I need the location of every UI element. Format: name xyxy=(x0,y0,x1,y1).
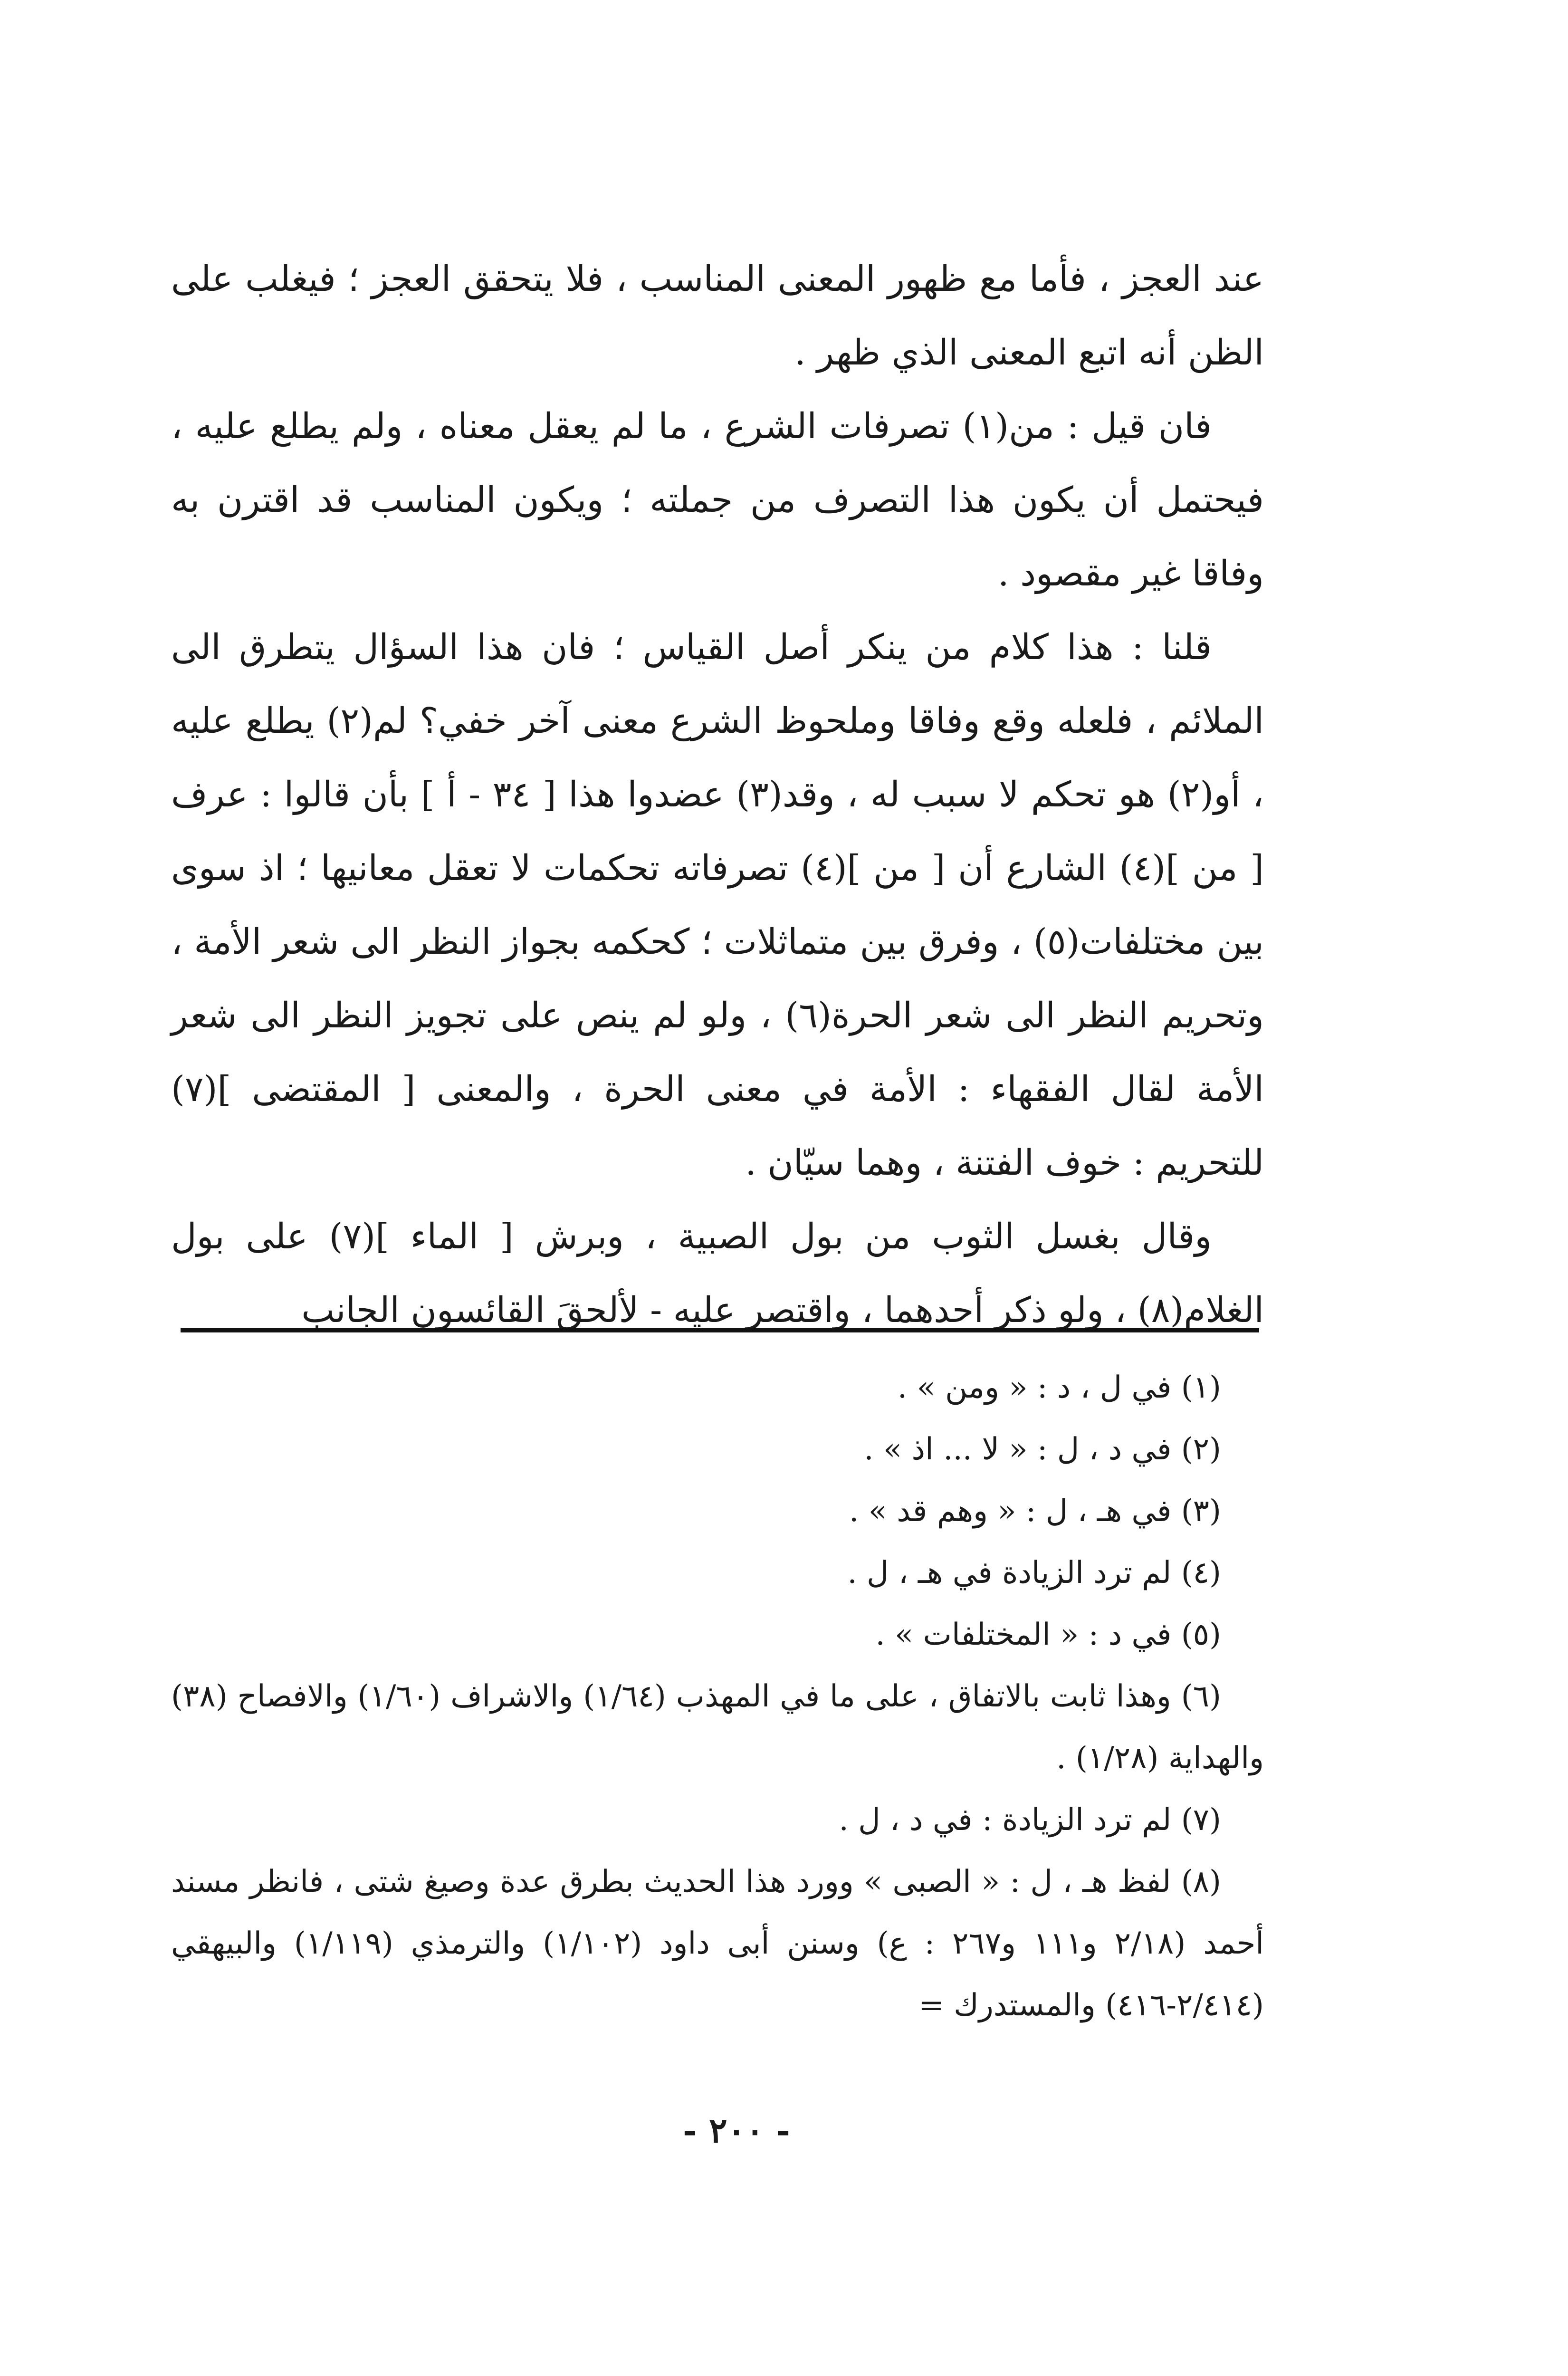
footnote: (٤) لم ترد الزيادة في هـ ، ل . xyxy=(847,1555,1221,1590)
main-text xyxy=(171,242,1264,1347)
page-number: - ٢٠٠ - xyxy=(683,2110,790,2150)
footnote: (١) في ل ، د : « ومن » . xyxy=(897,1370,1221,1405)
footnote: (٧) لم ترد الزيادة : في د ، ل . xyxy=(839,1802,1221,1838)
body-paragraph: قلنا : هذا كلام من ينكر أصل القياس ؛ فان هذا السؤال يتطرق الى الملائم ، فلعله وقع وفاقا وملحوظ الشرع معنى آخر خفي؟ لم(٢) يطلع عليه ، أو(٢) هو تحكم لا سبب له ، وقد(٣) عضدوا هذا [ ٣٤ - أ ] بأن قالوا : عرف [ من ](٤) الشارع أن [ من ](٤) تصرفاته تحكمات لا تعقل معانيها ؛ اذ سوى بين مختلفات(٥) ، وفرق بين متماثلات ؛ كحكمه بجواز النظر الى شعر الأمة ، وتحريم النظر الى شعر الحرة(٦) ، ولو لم ينص على تجويز النظر الى شعر الأمة لقال الفقهاء : الأمة في معنى الحرة ، والمعنى [ المقتضى ](٧) للتحريم : خوف الفتنة ، وهما سيّان . xyxy=(171,627,1264,1183)
body-paragraph: وقال بغسل الثوب من بول الصبية ، وبرش [ الماء ](٧) على بول الغلام(٨) ، ولو ذكر أحدهما ، واقتصر عليه - لألحقَ القائسون الجانب xyxy=(171,1216,1264,1331)
body-paragraph: عند العجز ، فأما مع ظهور المعنى المناسب ، فلا يتحقق العجز ؛ فيغلب على الظن أنه اتبع المعنى الذي ظهر . xyxy=(171,259,1264,373)
footnote: (٢) في د ، ل : « لا ... اذ » . xyxy=(864,1432,1221,1467)
footnote-divider xyxy=(181,1328,1259,1332)
footnote: (٨) لفظ هـ ، ل : « الصبى » وورد هذا الحديث بطرق عدة وصيغ شتى ، فانظر مسند أحمد (٢/١٨ و١١١ و٢٦٧ : ع) وسنن أبى داود (١/١٠٢) والترمذي (١/١١٩) والبيهقي (٢/٤١٤-٤١٦) والمستدرك = xyxy=(171,1864,1264,2023)
body-paragraph: فان قيل : من(١) تصرفات الشرع ، ما لم يعقل معناه ، ولم يطلع عليه ، فيحتمل أن يكون هذا التصرف من جملته ؛ ويكون المناسب قد اقترن به وفاقا غير مقصود . xyxy=(171,406,1264,594)
footnote: (٥) في د : « المختلفات » . xyxy=(875,1617,1221,1652)
footnote: (٣) في هـ ، ل : « وهم قد » . xyxy=(849,1494,1221,1529)
footnotes xyxy=(171,1357,1264,2036)
footnote: (٦) وهذا ثابت بالاتفاق ، على ما في المهذب (١/٦٤) والاشراف (١/٦٠) والافصاح (٣٨) والهداية (١/٢٨) . xyxy=(171,1679,1264,1776)
